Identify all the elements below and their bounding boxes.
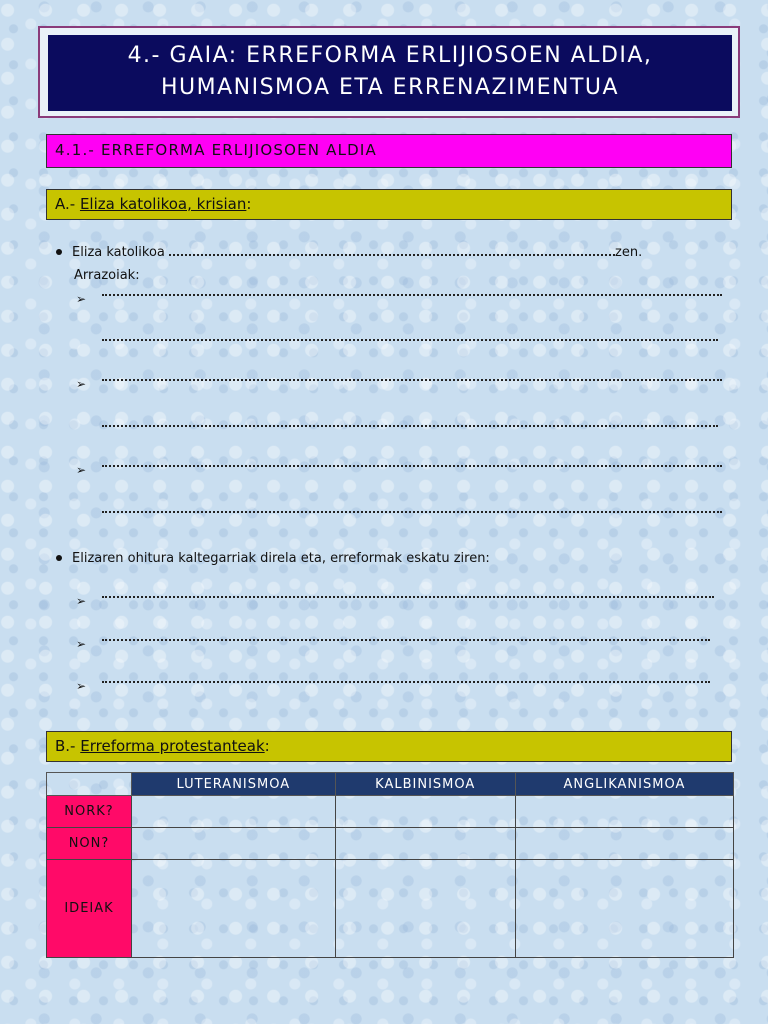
answer-cell[interactable]	[515, 860, 733, 958]
column-header: LUTERANISMOA	[132, 773, 336, 796]
arrowhead-bullet-icon: ➢	[76, 463, 87, 477]
arrowhead-bullet-icon: ➢	[76, 292, 87, 306]
part-b-suffix: :	[264, 737, 270, 755]
row-header: NON?	[47, 828, 132, 860]
part-a-heading	[46, 189, 732, 220]
reason-item-1	[76, 292, 726, 308]
bullet-1-text-start: Eliza katolikoa	[72, 245, 165, 260]
answer-line[interactable]	[102, 425, 718, 427]
answer-cell[interactable]	[335, 796, 515, 828]
row-header: NORK?	[47, 796, 132, 828]
table-row	[47, 828, 734, 860]
part-b-label: Erreforma protestanteak	[80, 737, 265, 755]
column-header: KALBINISMOA	[335, 773, 515, 796]
part-b-prefix: B.-	[55, 737, 81, 755]
answer-cell[interactable]	[515, 796, 733, 828]
arrowhead-bullet-icon: ➢	[76, 637, 87, 651]
answer-cell[interactable]	[335, 828, 515, 860]
worksheet-title	[48, 35, 732, 111]
arrowhead-bullet-icon: ➢	[76, 594, 87, 608]
answer-line[interactable]	[102, 511, 722, 513]
bullet-2-text: Elizaren ohitura kaltegarriak direla eta, erreformak eskatu ziren:	[72, 551, 490, 566]
table-corner-cell	[47, 773, 132, 796]
section-heading: 4.1.- ERREFORMA ERLIJIOSOEN ALDIA	[46, 134, 732, 168]
request-item-1	[76, 594, 726, 610]
answer-cell[interactable]	[132, 828, 336, 860]
arrowhead-bullet-icon: ➢	[76, 679, 87, 693]
request-item-2	[76, 637, 726, 653]
answer-line[interactable]	[102, 339, 718, 341]
table-header-row	[47, 773, 734, 796]
title-line-2: HUMANISMOA ETA ERRENAZIMENTUA	[160, 75, 620, 100]
answer-cell[interactable]	[132, 796, 336, 828]
bullet-1-text-end: zen.	[615, 245, 643, 260]
part-a-label: Eliza katolikoa, krisian	[79, 195, 247, 213]
answer-line[interactable]	[102, 465, 722, 467]
bullet-item-2	[56, 551, 490, 566]
answer-line[interactable]	[102, 379, 722, 381]
bullet-dot-icon	[56, 555, 62, 561]
answer-cell[interactable]	[515, 828, 733, 860]
answer-line[interactable]	[102, 639, 710, 641]
answer-line-1[interactable]	[169, 245, 615, 256]
part-a-suffix: :	[246, 195, 252, 213]
reason-item-2	[76, 377, 726, 393]
part-a-prefix: A.-	[55, 195, 80, 213]
answer-line[interactable]	[102, 294, 722, 296]
reasons-label: Arrazoiak:	[74, 268, 140, 283]
part-b-heading	[46, 731, 732, 762]
bullet-dot-icon	[56, 249, 62, 255]
table-row	[47, 860, 734, 958]
table-row	[47, 796, 734, 828]
column-header: ANGLIKANISMOA	[515, 773, 733, 796]
answer-cell[interactable]	[335, 860, 515, 958]
answer-line[interactable]	[102, 596, 714, 598]
request-item-3	[76, 679, 726, 695]
bullet-item-1	[56, 245, 642, 260]
reason-item-3	[76, 463, 726, 479]
answer-cell[interactable]	[132, 860, 336, 958]
row-header: IDEIAK	[47, 860, 132, 958]
title-line-1: 4.- GAIA: ERREFORMA ERLIJIOSOEN ALDIA,	[127, 43, 653, 68]
protestant-reforms-table	[46, 772, 734, 958]
answer-line[interactable]	[102, 681, 710, 683]
arrowhead-bullet-icon: ➢	[76, 377, 87, 391]
